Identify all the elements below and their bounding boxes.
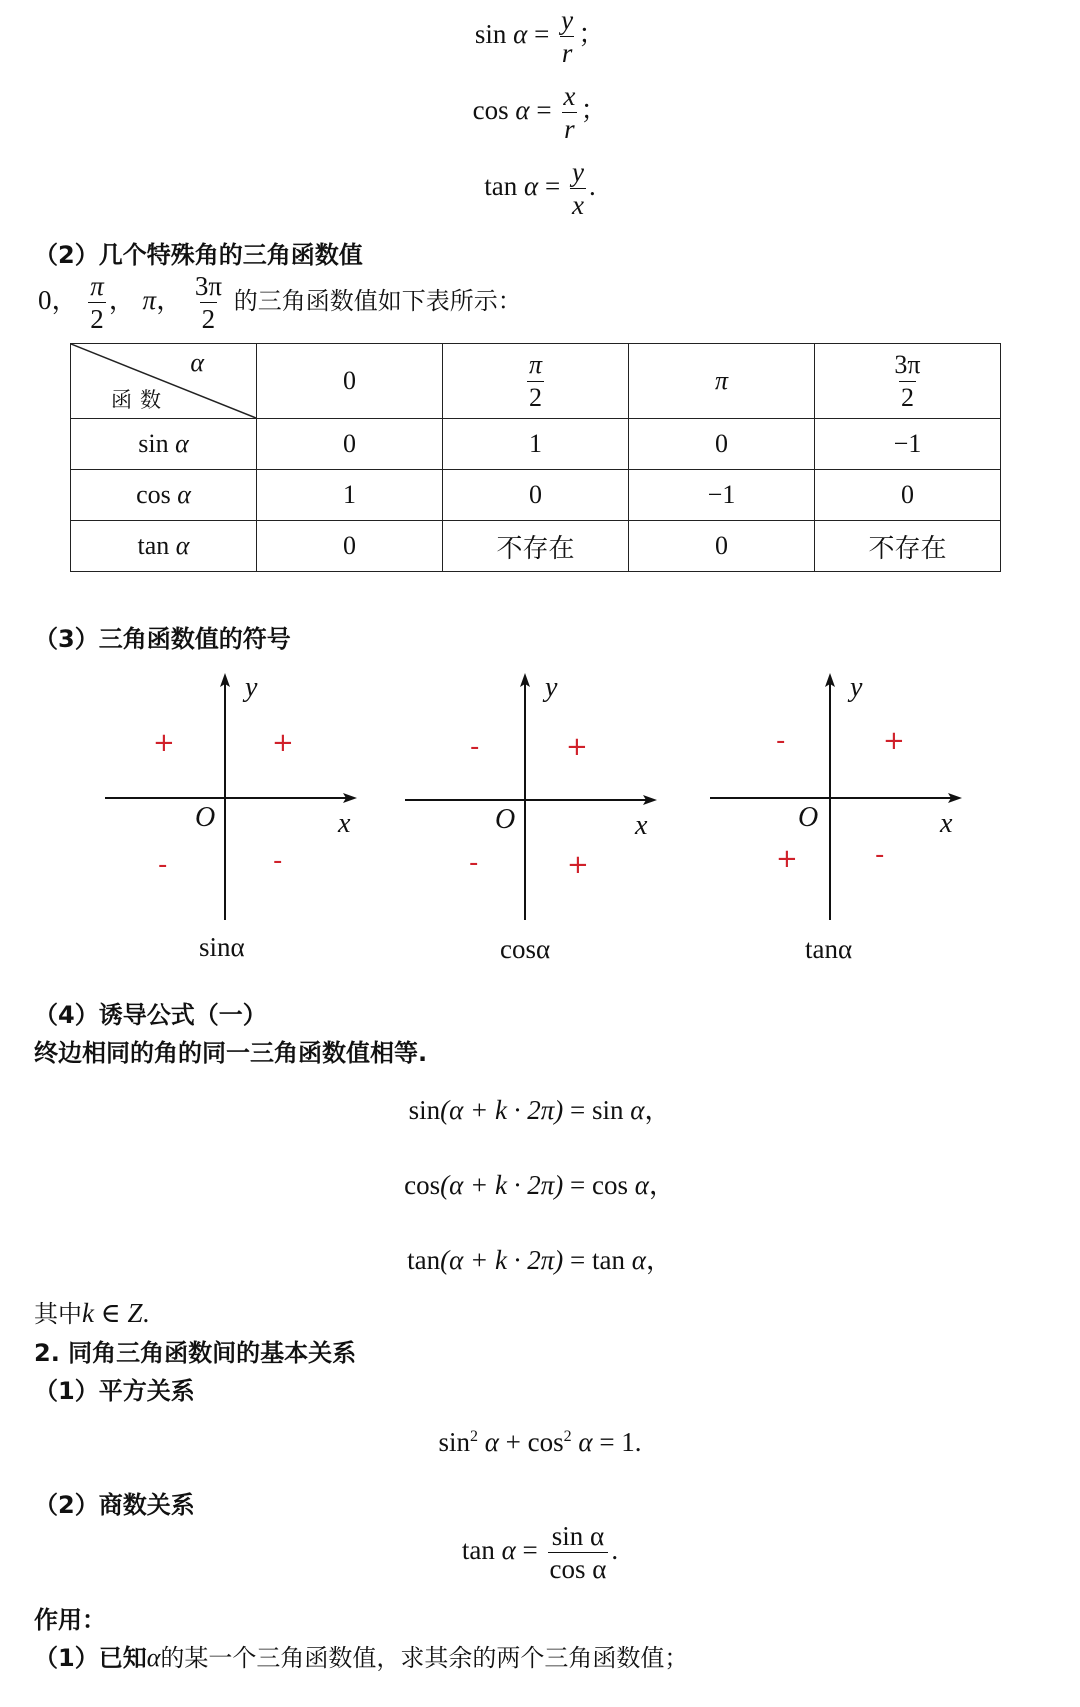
table-row-cos [71, 470, 1001, 521]
origin-label: O [495, 804, 516, 835]
origin-label: O [798, 802, 819, 833]
formula-pythagorean: $\sin^2 \alpha + \cos^2 \alpha = 1$. [438, 1427, 642, 1457]
origin-label: O [195, 802, 216, 833]
table-cell: 0 [629, 521, 815, 572]
x-axis-label: x [940, 808, 953, 839]
y-axis-label: y [545, 672, 558, 703]
sign-q3: - [158, 850, 168, 880]
special-values-table [70, 343, 1001, 572]
formula-quotient: tan α = $\frac{\text{sin α}}{\text{cos α}}$ . [461, 1521, 619, 1585]
col-header-0: 0 [257, 344, 443, 419]
table-cell: 1 [257, 470, 443, 521]
special-angles-intro: 0， $\frac{\pi}{2}$ ， π， $\frac{3\pi}{2}$ 的三角函数值如下表所示： [38, 271, 522, 335]
sign-q4: + [567, 850, 589, 880]
table-cell: 0 [815, 470, 1001, 521]
sign-q4: - [273, 846, 283, 876]
quotient-relation-heading: （2）商数关系 [34, 1491, 195, 1519]
table-cell: 不存在 [443, 521, 629, 572]
induction-statement: 终边相同的角的同一三角函数值相等. [34, 1039, 428, 1067]
table-row-tan [71, 521, 1001, 572]
sign-q3: - [469, 848, 479, 878]
definition-sin: sin α = $\frac{y}{r}$ ； [474, 5, 606, 69]
col-header-pi: π [629, 344, 815, 419]
row-label: sin α [71, 419, 257, 470]
part2-heading: 2. 同角三角函数间的基本关系 [34, 1339, 357, 1367]
table-cell: −1 [629, 470, 815, 521]
sign-q4: - [875, 840, 885, 870]
sign-q3: + [776, 844, 798, 874]
sign-diagram-cos [405, 670, 665, 970]
definition-tan: tan α = $\frac{y}{x}$ . [484, 157, 596, 221]
table-cell: 不存在 [815, 521, 1001, 572]
formula-cos-period: cos(α + k · 2π) = cos α， [404, 1170, 676, 1200]
sign-diagram-tan [710, 670, 970, 970]
table-cell: 0 [629, 419, 815, 470]
table-row-sin [71, 419, 1001, 470]
axes [405, 670, 665, 930]
row-label: cos α [71, 470, 257, 521]
header-alpha: α [190, 348, 204, 377]
table-cell: 0 [257, 521, 443, 572]
table-cell: 0 [257, 419, 443, 470]
sign-q1: + [272, 728, 294, 758]
sign-q2: - [470, 732, 480, 762]
diagram-caption: tanα [805, 934, 853, 964]
x-axis-label: x [338, 808, 351, 839]
sign-q1: + [883, 726, 905, 756]
table-cell: −1 [815, 419, 1001, 470]
col-header-3pi-over-2: $\frac{3\pi}{2}$ [815, 344, 1001, 419]
usage-heading: 作用： [34, 1606, 106, 1634]
diagram-caption: sinα [199, 932, 245, 962]
sign-q2: + [153, 728, 175, 758]
sign-q1: + [566, 732, 588, 762]
sign-q2: - [776, 726, 786, 756]
formula-tan-period: tan(α + k · 2π) = tan α， [407, 1245, 673, 1275]
axes [710, 670, 970, 930]
diagram-caption: cosα [500, 934, 551, 964]
where-k-integer: 其中k ∈ Z. [34, 1298, 150, 1328]
table-header-row [71, 344, 1001, 419]
table-corner-cell [71, 344, 257, 419]
axes [105, 670, 365, 930]
y-axis-label: y [245, 672, 258, 703]
usage-item-1: （1）已知α的某一个三角函数值，求其余的两个三角函数值； [34, 1643, 689, 1672]
section-heading-induction: （4）诱导公式（一） [34, 1001, 267, 1029]
y-axis-label: y [850, 672, 863, 703]
square-relation-heading: （1）平方关系 [34, 1377, 195, 1405]
section-heading-signs: （3）三角函数值的符号 [34, 625, 291, 653]
row-label: tan α [71, 521, 257, 572]
x-axis-label: x [635, 810, 648, 841]
table-cell: 0 [443, 470, 629, 521]
table-cell: 1 [443, 419, 629, 470]
header-function: 函数 [111, 388, 169, 412]
section-heading-special-angles: （2）几个特殊角的三角函数值 [34, 241, 363, 269]
formula-sin-period: sin(α + k · 2π) = sin α， [408, 1095, 672, 1125]
definition-cos: cos α = $\frac{x}{r}$ ； [472, 81, 608, 145]
col-header-pi-over-2: $\frac{\pi}{2}$ [443, 344, 629, 419]
sign-diagram-sin [105, 670, 365, 970]
